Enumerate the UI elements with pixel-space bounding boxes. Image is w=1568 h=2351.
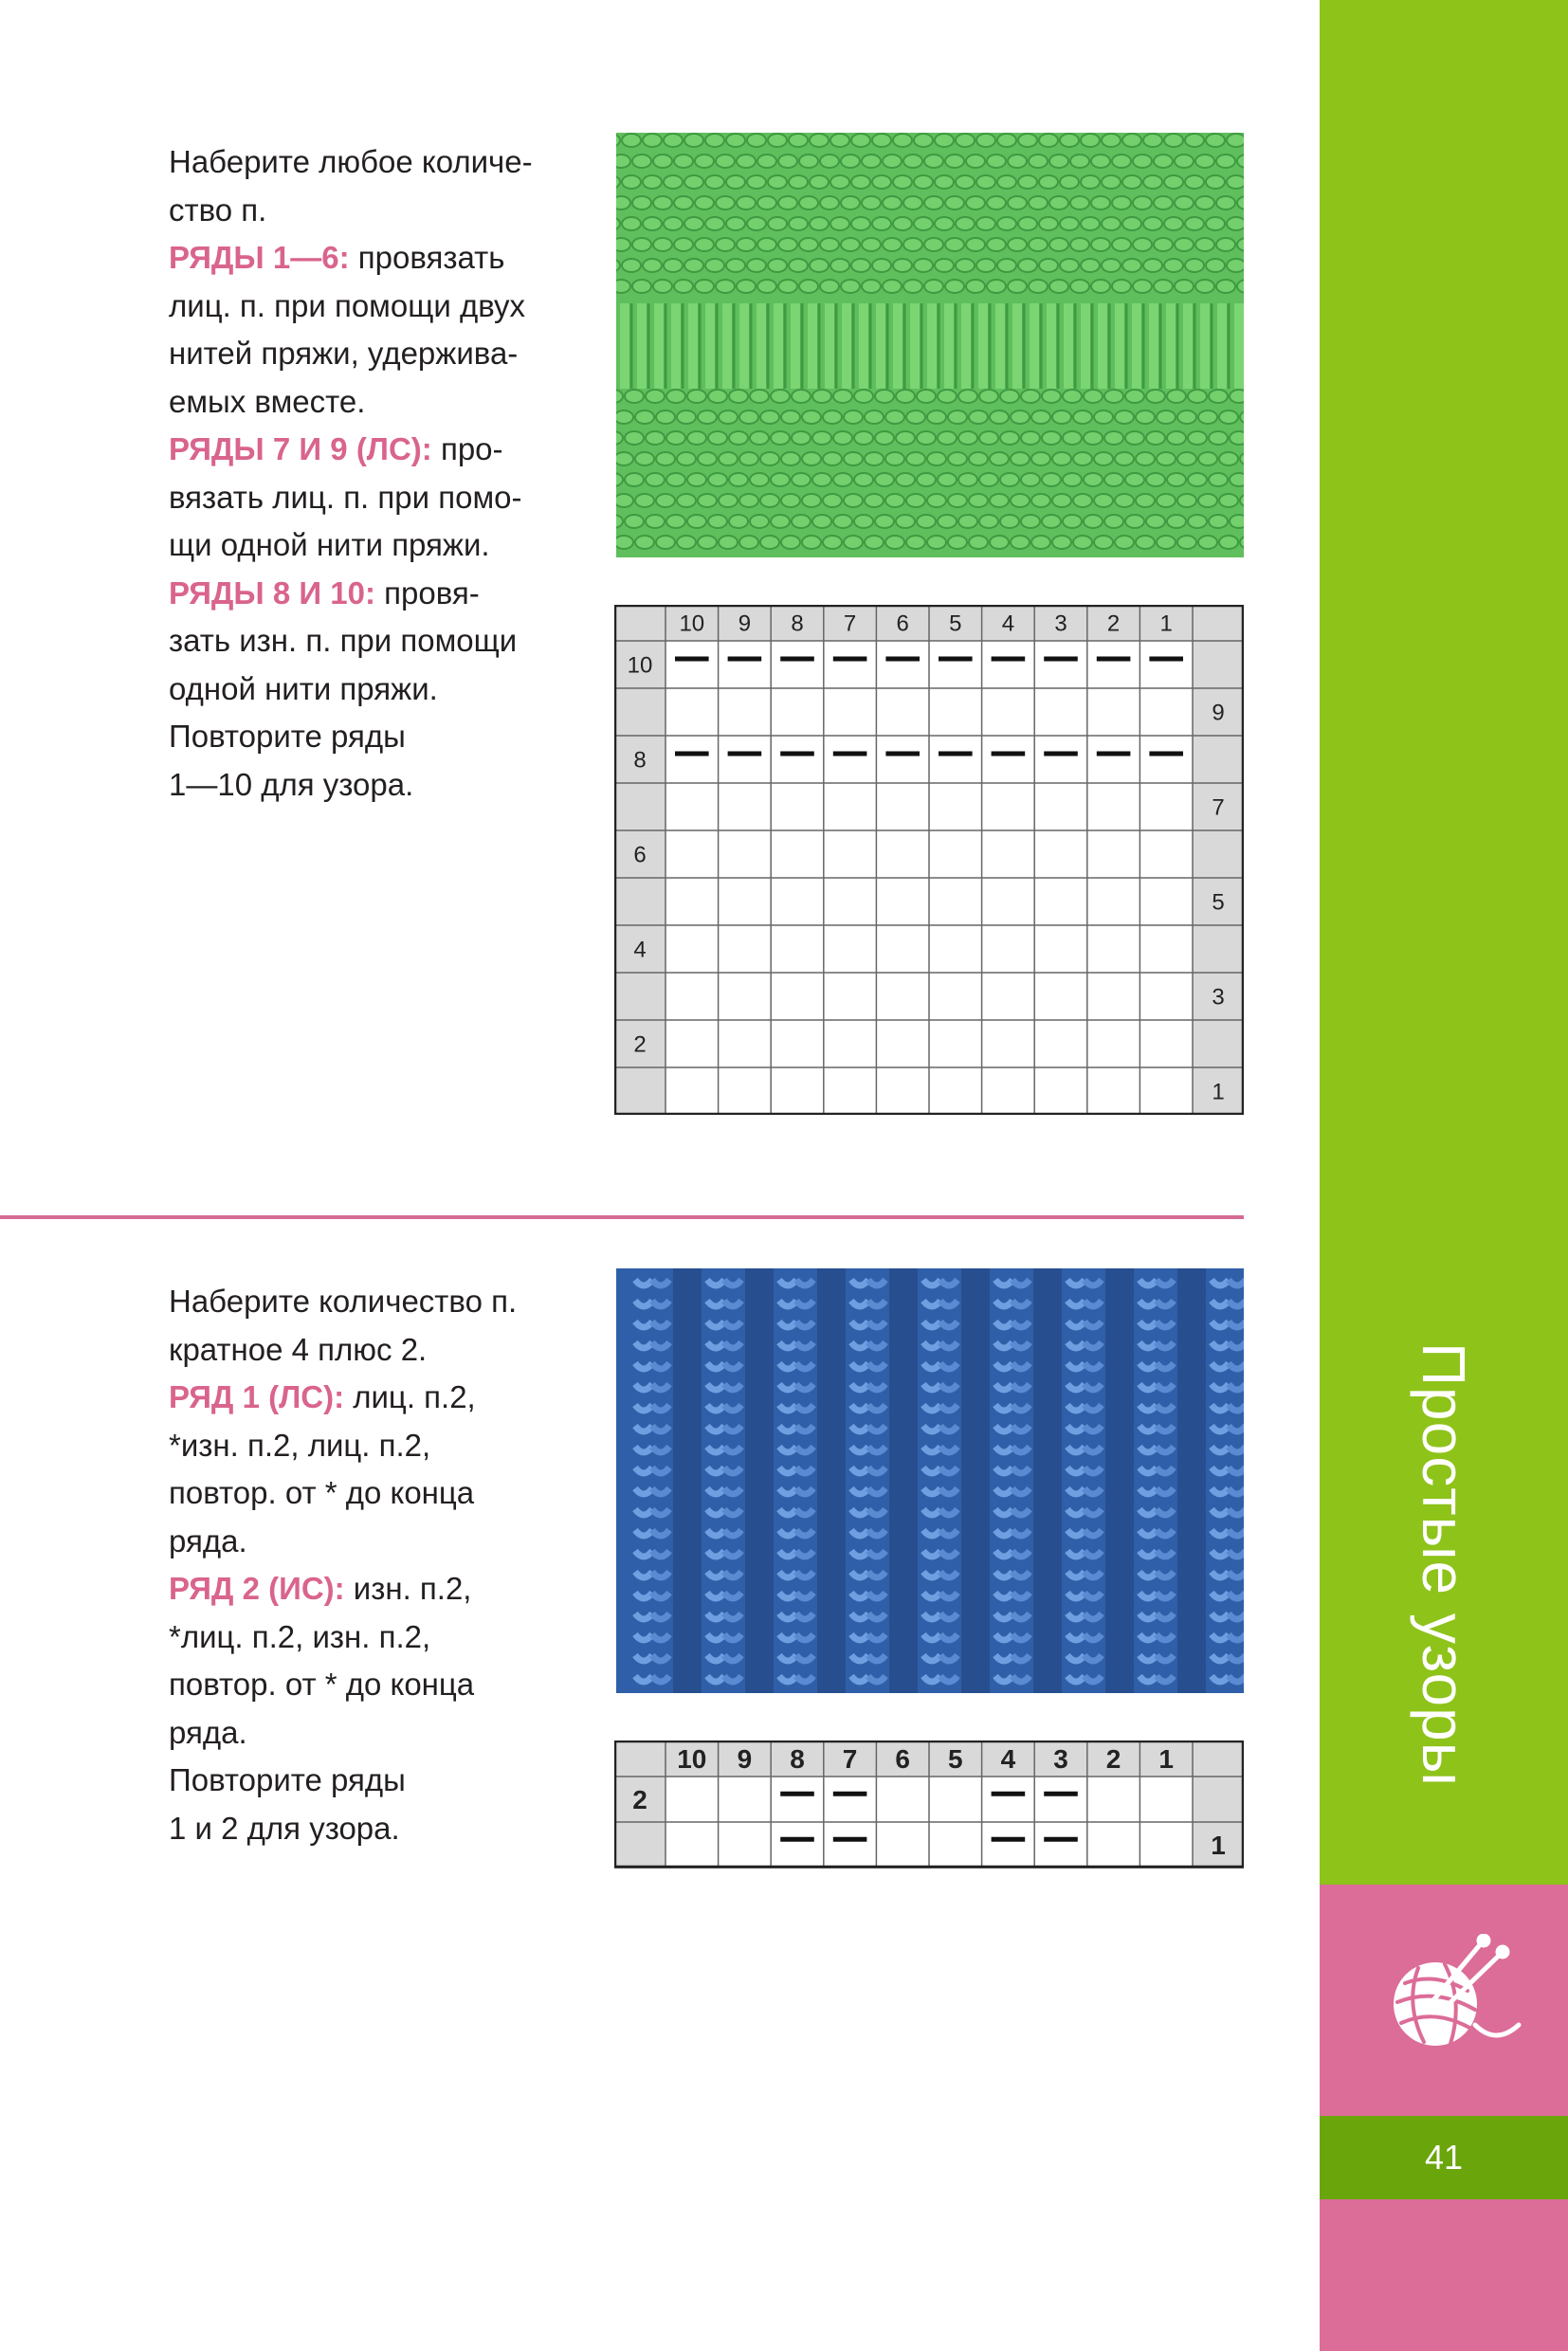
text-line: [169, 1613, 517, 1662]
chart-column-label: 3: [1053, 1744, 1068, 1775]
chart-column-label: 4: [1001, 611, 1015, 637]
instruction-text: повтор. от * до конца: [169, 1475, 475, 1510]
instruction-text: лиц. п.2,: [344, 1379, 476, 1414]
instruction-text: про-: [431, 431, 503, 466]
chart-row-label: 2: [633, 1031, 647, 1058]
chart-column-label: 1: [1158, 1744, 1174, 1775]
instruction-text: емых вместе.: [169, 383, 366, 419]
instruction-text: ряда.: [169, 1714, 247, 1750]
sidebar-pink-bottom: [1320, 2199, 1568, 2351]
instruction-text: *изн. п.2, лиц. п.2,: [169, 1427, 431, 1463]
section1-instructions: [169, 138, 533, 809]
instruction-text: провя-: [375, 574, 480, 611]
row-heading: РЯДЫ 7 И 9 (ЛС):: [169, 431, 432, 466]
text-line: [169, 713, 533, 761]
chart-column-label: 5: [949, 611, 962, 637]
instruction-text: одной нити пряжи.: [169, 670, 438, 706]
text-line: [169, 1518, 517, 1566]
row-heading: РЯД 2 (ИС):: [169, 1571, 345, 1606]
row-heading: РЯД 1 (ЛС):: [169, 1379, 345, 1414]
chart-column-label: 2: [1105, 1744, 1121, 1775]
instruction-text: повтор. от * до конца: [169, 1667, 475, 1702]
instruction-text: щи одной нити пряжи.: [169, 527, 490, 562]
text-line: [169, 187, 533, 235]
text-line: [169, 665, 533, 714]
instruction-text: Наберите любое количе-: [169, 144, 533, 179]
chart-row-label: 10: [627, 652, 653, 679]
instruction-text: лиц. п. при помощи двух: [169, 287, 526, 323]
yarn-ball-icon: [1377, 1934, 1528, 2067]
text-line: [169, 1422, 517, 1470]
page-number: [1320, 2116, 1568, 2199]
knitting-chart-2: [614, 1740, 1244, 1871]
chart-row-label: 9: [1212, 700, 1225, 726]
chart-row-label: 2: [632, 1785, 647, 1815]
chart-column-label: 10: [679, 611, 705, 637]
text-line: [169, 426, 533, 474]
text-line: [169, 1805, 517, 1853]
instruction-text: *лиц. п.2, изн. п.2,: [169, 1618, 431, 1654]
text-line: [169, 1709, 517, 1758]
chapter-title-text: Простые узоры: [1410, 1341, 1478, 1787]
chart-column-label: 1: [1159, 611, 1173, 637]
section2-instructions: [169, 1278, 517, 1852]
instruction-text: нитей пряжи, удержива-: [169, 336, 519, 371]
chart-row-label: 1: [1212, 1079, 1225, 1105]
page-number-text: 41: [1424, 2138, 1464, 2177]
chart-row-label: 1: [1211, 1831, 1226, 1861]
instruction-text: 1 и 2 для узора.: [169, 1810, 400, 1846]
chart-column-label: 8: [790, 1744, 805, 1775]
chart-column-label: 2: [1106, 611, 1121, 637]
green-knit-swatch-photo: [616, 133, 1244, 557]
chart-column-label: 3: [1054, 611, 1067, 637]
text-line: [169, 521, 533, 570]
text-line: [169, 1374, 517, 1422]
instruction-text: ство п.: [169, 191, 267, 228]
text-line: [169, 378, 533, 427]
instruction-text: Повторите ряды: [169, 719, 406, 754]
row-heading: РЯДЫ 8 И 10:: [169, 574, 375, 611]
chart-column-label: 10: [677, 1744, 707, 1775]
chart-row-label: 3: [1212, 984, 1225, 1011]
text-line: [169, 1278, 517, 1326]
chart-column-label: 4: [1000, 1744, 1016, 1775]
chart-column-label: 8: [791, 611, 804, 637]
chart-column-label: 6: [895, 1744, 910, 1775]
text-line: [169, 1757, 517, 1805]
instruction-text: кратное 4 плюс 2.: [169, 1331, 428, 1367]
chart-column-label: 9: [737, 1744, 753, 1775]
instruction-text: 1—10 для узора.: [169, 766, 414, 802]
text-line: [169, 474, 533, 522]
chart-column-label: 6: [896, 611, 909, 637]
chart-row-label: 7: [1212, 794, 1225, 821]
chart-column-label: 7: [842, 1744, 858, 1775]
text-line: [169, 1326, 517, 1375]
text-line: [169, 234, 533, 282]
instruction-text: Наберите количество п.: [169, 1284, 518, 1319]
text-line: [169, 1661, 517, 1709]
text-line: [169, 1565, 517, 1613]
instruction-text: изн. п.2,: [344, 1571, 472, 1606]
text-line: [169, 282, 533, 331]
text-line: [169, 1469, 517, 1518]
chart-row-label: 4: [633, 937, 647, 963]
chart-column-label: 7: [843, 611, 857, 637]
instruction-text: Повторите ряды: [169, 1762, 406, 1797]
instruction-text: зать изн. п. при помощи: [169, 623, 518, 658]
instruction-text: провязать: [349, 240, 505, 275]
chapter-title: [1320, 1280, 1568, 1849]
text-line: [169, 761, 533, 810]
text-line: [169, 330, 533, 378]
chart-column-label: 9: [738, 611, 752, 637]
text-line: [169, 617, 533, 665]
row-heading: РЯДЫ 1—6:: [169, 240, 350, 275]
chart-column-label: 5: [948, 1744, 963, 1775]
instruction-text: ряда.: [169, 1522, 247, 1558]
chart-row-label: 5: [1212, 889, 1225, 916]
text-line: [169, 570, 533, 618]
knitting-chart-1: [614, 605, 1244, 1115]
instruction-text: вязать лиц. п. при помо-: [169, 479, 522, 515]
blue-rib-swatch-photo: [616, 1268, 1244, 1693]
chart-row-label: 8: [633, 747, 647, 774]
section-divider: [0, 1215, 1244, 1219]
chart-row-label: 6: [633, 842, 647, 868]
text-line: [169, 138, 533, 187]
